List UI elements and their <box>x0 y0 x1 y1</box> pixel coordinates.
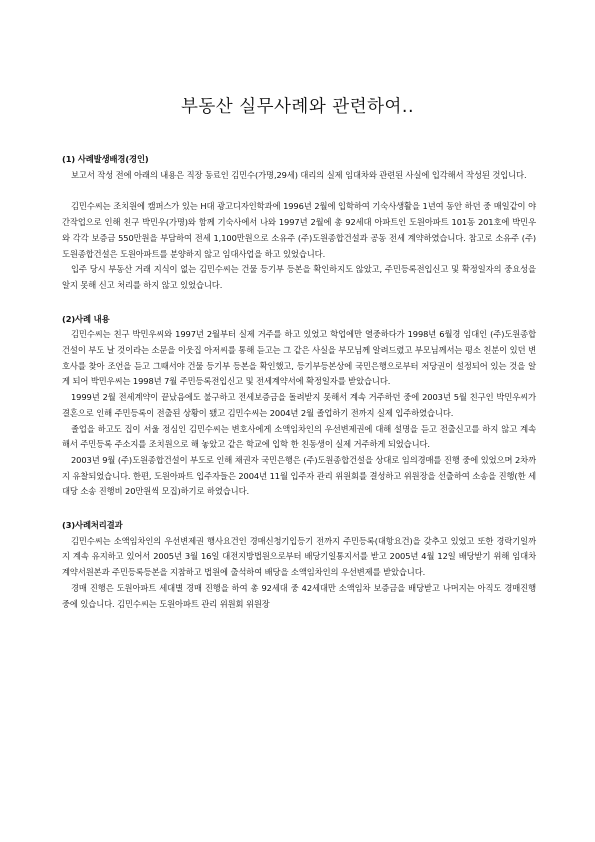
document-title: 부동산 실무사례와 관련하여.. <box>180 97 415 117</box>
paragraph: 졸업을 하고도 집이 서울 정심인 김민수씨는 변호사에게 소액임차인의 우선변제권에 대해 설명을 듣고 전출신고를 하지 않고 계속해서 주민등록 주소지를 조치원으로 해 놓았고 같은 학교에 입학 한 친동생이 실제 거주하게 되었습니다. <box>62 423 536 450</box>
document-body <box>62 152 536 612</box>
spacer <box>62 294 536 312</box>
paragraph: 김민수씨는 조치원에 캠퍼스가 있는 H대 광고디자인학과에 1996년 2월에 입학하여 기숙사생활을 1년여 동안 하던 중 매일같이 야간작업으로 인해 친구 박민우(가명)와 함께 기숙사에서 나와 1997년 2월에 총 92세대 아파트인 도원아파트 101동 201호에 박민우와 각각 보증금 550만원을 부담하여 전세 1,100만원으로 소유주 (주)도원종합건설과 공동 전세 계약하였습니다. 참고로 소유주 (주)도원종합건설은 도원아파트를 분양하지 않고 임대사업을 하고 있었습니다. <box>62 201 536 259</box>
paragraph: 김민수씨는 소액임차인의 우선변제권 행사요건인 경매신청기입등기 전까지 주민등록(대항요건)을 갖추고 있었고 또한 경락기일까지 계속 유지하고 있어서 2005년 3월 16일 대전지방법원으로부터 배당기일통지서를 받고 2005년 4월 12일 배당받기 위해 임대차계약서원본과 주민등록등본을 지참하고 법원에 출석하여 배당을 소액임차인의 우선변제를 받았습니다. <box>62 535 536 578</box>
paragraph: 입주 당시 부동산 거래 지식이 없는 김민수씨는 건물 등기부 등본을 확인하지도 않았고, 주민등록전입신고 및 확정일자의 중요성을 알지 못해 신고 처리를 하지 않고 있었습니다. <box>62 264 536 290</box>
section-heading-case: (2)사례 내용 <box>62 313 110 324</box>
spacer <box>62 183 536 199</box>
spacer <box>62 500 536 518</box>
paragraph: 1999년 2월 전세계약이 끝났음에도 불구하고 전세보증금을 돌려받지 못해서 계속 거주하던 중에 2003년 5월 친구인 박민우씨가 결혼으로 인해 주민등록이 전출된 상황이 됐고 김민수씨는 2004년 2월 졸업하기 전까지 실제 입주하였습니다. <box>62 392 536 418</box>
paragraph: 경매 진행은 도원아파트 세대별 경매 진행을 하여 총 92세대 중 42세대만 소액임차 보증금을 배당받고 나머지는 아직도 경매진행 중에 있습니다. 김민수씨는 도원아파트 관리 위원회 위원장 <box>62 582 536 609</box>
paragraph: 김민수씨는 친구 박민우씨와 1997년 2월부터 실제 거주를 하고 있었고 학업에만 열중하다가 1998년 6월경 임대인 (주)도원종합건설이 부도 날 것이라는 소문을 이웃집 아저씨를 통해 듣고는 그 같은 사실을 부모님께 알려드렸고 부모님께서는 평소 친분이 있던 변호사를 찾아 조언을 듣고 그때서야 건물 등기부 등본을 확인했고, 등기부등본상에 국민은행으로부터 저당권이 설정되어 있는 것을 알게 되어 박민우씨는 1998년 7월 주민등록전입신고 및 전세계약서에 확정일자를 받았습니다. <box>62 329 536 387</box>
paragraph: 2003년 9월 (주)도원종합건설이 부도로 인해 채권자 국민은행은 (주)도원종합건설을 상대로 임의경매를 진행 중에 있었으며 2차까지 유찰되었습니다. 한편, 도원아파트 입주자들은 2004년 11월 입주자 관리 위원회를 결성하고 위원장을 선출하여 소송을 진행(한 세대당 소송 진행비 20만원씩 모집)하기로 하였습니다. <box>62 454 536 497</box>
paragraph: 보고서 작성 전에 아래의 내용은 직장 동료인 김민수(가명,29세) 대리의 실제 임대차와 관련된 사실에 입각해서 작성된 것입니다. <box>71 169 527 180</box>
section-heading-background: (1) 사례발생배경(경인) <box>62 154 149 164</box>
section-heading-result: (3)사례처리결과 <box>62 520 123 531</box>
